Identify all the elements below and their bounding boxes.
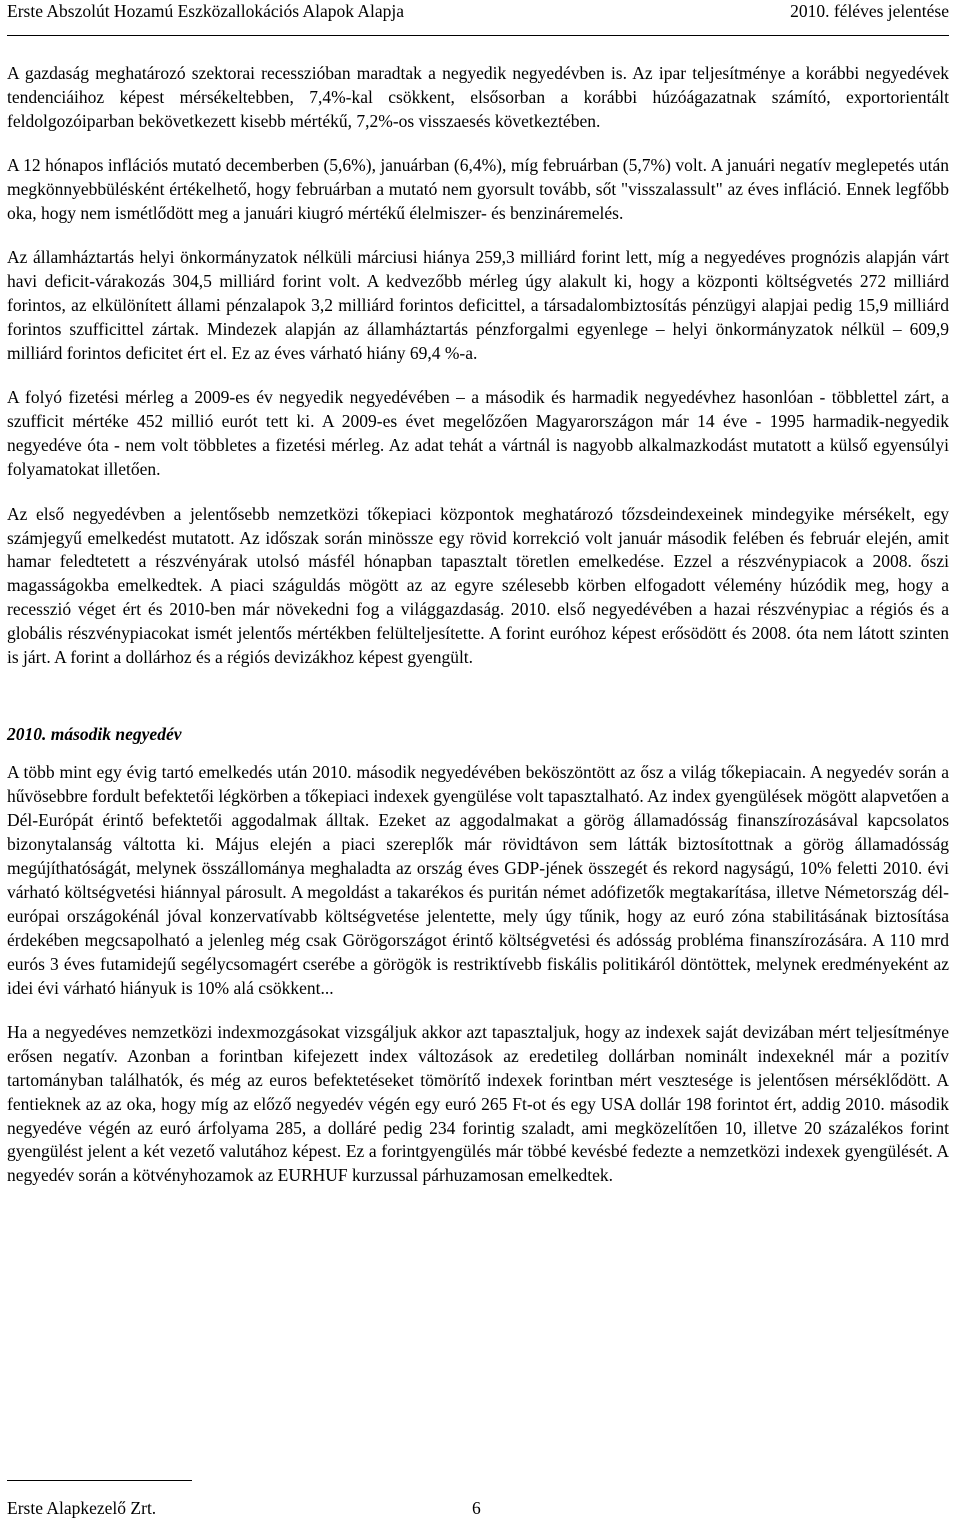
page-header	[7, 0, 949, 36]
footer-company: Erste Alapkezelő Zrt.	[7, 1498, 157, 1518]
paragraph-budget: Az államháztartás helyi önkormányzatok nélküli márciusi hiánya 259,3 milliárd forint lett, míg a negyedéves prognózis alapján várt havi deficit-várakozás 304,5 milliárd forint volt. A kedvezőbb mérleg úgy alakult ki, hogy a központi költségvetés 272 milliárd forintos, az elkülönített állami pénzalapok 3,2 milliárd forintos deficittel, a társadalombiztosítás pénzügyi alapjai pedig 15,9 milliárd forintos szufficittel zártak. Mindezek alapján az államháztartás pénzforgalmi egyenlege – helyi önkormányzatok nélkül – 609,9 milliárd forintos deficitet ért el. Ez az éves várható hiány 69,4 %-a.	[7, 247, 949, 364]
header-report-title: 2010. féléves jelentése	[790, 1, 949, 21]
paragraph-current-account: A folyó fizetési mérleg a 2009-es év negyedik negyedévében – a második és harmadik negyedévhez hasonlóan - többlettel zárt, a szufficit mértéke 452 millió eurót tett ki. A 2009-es évet megelőzően Magyarországon már 14 éve - 1995 harmadik-negyedik negyedéve óta - nem volt többletes a fizetési mérleg. Az adat tehát a vártnál is nagyobb alkalmazkodást mutatott a külső egyensúlyi folyamatokat illetően.	[7, 387, 949, 480]
footer-page-number: 6	[472, 1498, 481, 1518]
section-heading-q2: 2010. második negyedév	[7, 724, 182, 745]
paragraph-economy: A gazdaság meghatározó szektorai recesszióban maradtak a negyedik negyedévben is. Az ipar teljesítménye a korábbi negyedévek tendenciáihoz képest mérsékeltebben, 7,4%-kal csökkent, elsősorban a korábbi húzóágazatnak számító, exportorientált feldolgozóiparban bekövetkezett kisebb mértékű, 7,2%-os visszaesés következtében.	[7, 63, 949, 131]
header-fund-title: Erste Abszolút Hozamú Eszközallokációs Alapok Alapja	[7, 1, 405, 21]
section-spacer	[7, 690, 949, 723]
paragraph-q2-indices: Ha a negyedéves nemzetközi indexmozgásokat vizsgáljuk akkor azt tapasztaljuk, hogy az indexek saját devizában mért teljesítménye erősen negatív. Azonban a forintban kifejezett index változások az eredetileg dollárban nominált indexeknél már a pozitív tartományban találhatók, és még az euros befektetéseket tömörítő indexek forintban mért vesztesége is jelentősen mérséklődött. A fentieknek az az oka, hogy míg az előző negyedév végén egy euró 265 Ft-ot és egy USA dollár 198 forintot ért, addig 2010. második negyedéve végén az euró árfolyama 285, a dolláré pedig 234 forintig szaladt, ami megközelítően 10, illetve 20 százalékos forint gyengülést jelent a két vezető valutához képest. Ez a forintgyengülés már többé kevésbé fedezte a nemzetközi indexek gyengülését. A negyedév során a kötvényhozamok az EURHUF kurzussal párhuzamosan emelkedtek.	[7, 1021, 949, 1186]
footer-rule	[7, 1480, 192, 1481]
paragraph-q2-markets: A több mint egy évig tartó emelkedés után 2010. második negyedévében beköszöntött az ősz a világ tőkepiacain. A negyedév során a hűvösebbre fordult befektetői légkörben a tőkepiaci indexek gyengülése volt tapasztalható. Az index gyengülések mögött alapvetően a Dél-Európát érintő befektetői aggodalmak álltak. Ezeket az aggodalmakat a görög államadósság finanszírozásával kapcsolatos bizonytalanság váltotta ki. Május elején a piaci szereplők már rövidtávon sem látták biztosítottnak a görög államadósság megújíthatóságát, melynek összállománya meghaladta az ország éves GDP-jének összegét és rekord nagyságú, 10% feletti 2010. évi várható költségvetési hiánnyal párosult. A megoldást a takarékos és puritán német adófizetők megtakarítása, illetve Németország dél-európai országokénál jóval konzervatívabb költségvetése jelentette, mely úgy tűnik, hogy az euró zóna stabilitásának biztosítása érdekében megcsapolható a jelenleg még csak Görögországot érintő költségvetési és adósság probléma finanszírozására. A 110 mrd eurós 3 éves futamidejű segélycsomagért cserébe a görögök is restriktívebb fiskális politikáról döntöttek, melynek eredményeként az idei évi várható hiányuk is 10% alá csökkent...	[7, 762, 949, 998]
paragraph-capital-markets: Az első negyedévben a jelentősebb nemzetközi tőkepiaci központok meghatározó tőzsdeindexeinek mindegyike mérsékelt, egy számjegyű emelkedést mutatott. Az időszak során minössze egy rövid korrekció volt január második felében és február elején, amit hamar feledtetett a részvényárak utolsó másfél hónapban tapasztalt töretlen emelkedése. Ezzel a részvénypiacok a 2008. őszi magasságokba emelkedtek. A piaci száguldás mögött az az egyre szélesebb körben elfogadott vélemény húzódik meg, hogy a recesszió véget ért és 2010-ben már növekedni fog a világgazdaság. 2010. első negyedévében a hazai részvénypiac a régiós és a globális részvénypiacokat ismét jelentős mértékben felülteljesítette. A forint euróhoz képest erősödött és 2008. óta nem látott szinten is járt. A forint a dollárhoz és a régiós devizákhoz képest gyengült.	[7, 503, 949, 668]
paragraph-inflation: A 12 hónapos inflációs mutató decemberben (5,6%), januárban (6,4%), míg februárban (5,7%) volt. A januári negatív meglepetés után megkönnyebbülésként értékelhető, hogy februárban a mutató nem gyorsult tovább, sőt "visszalassult" az éves infláció. Ennek legfőbb oka, hogy nem ismétlődött meg a januári kiugró mértékű élelmiszer- és benzináremelés.	[7, 155, 949, 224]
page-content	[7, 62, 949, 1209]
header-rule	[7, 35, 949, 36]
